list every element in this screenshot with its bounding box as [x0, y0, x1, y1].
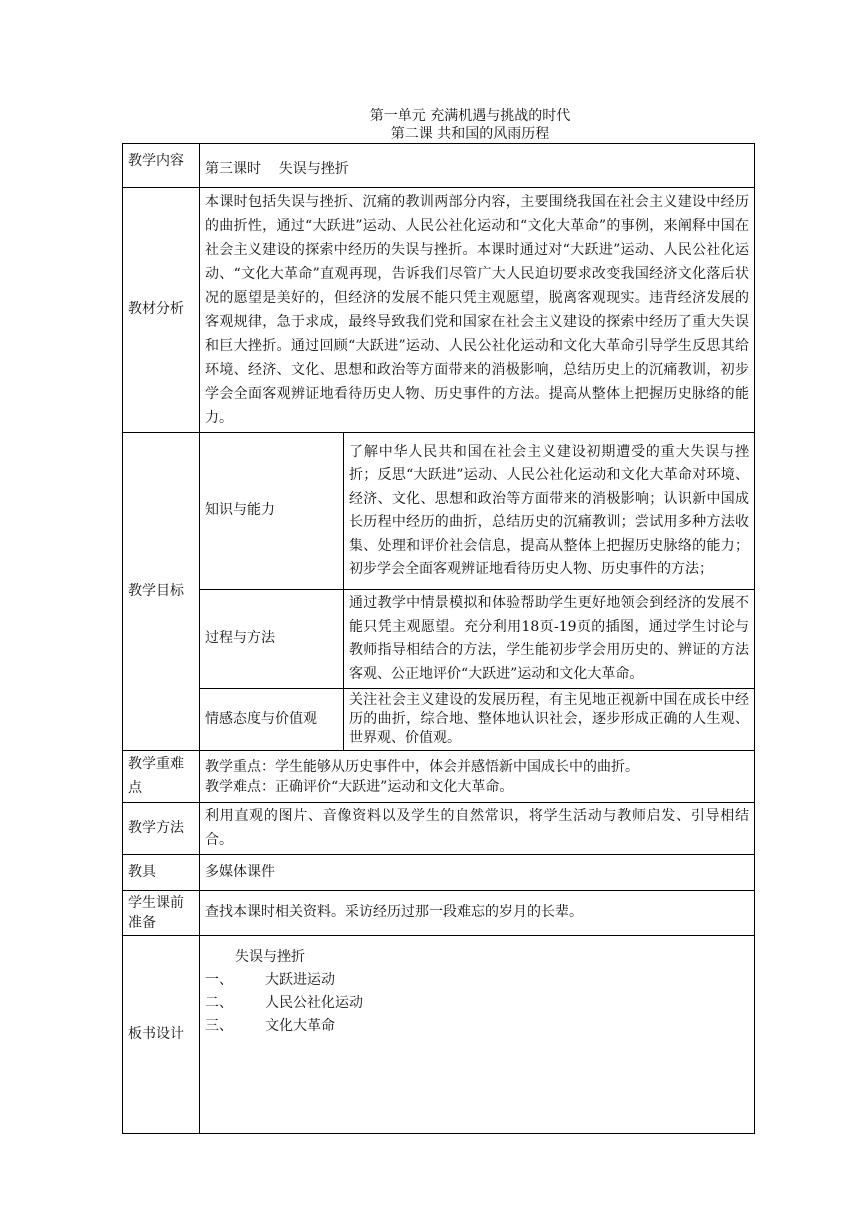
lesson-plan-table	[122, 143, 755, 1134]
label-prep: 学生课前准备	[123, 891, 200, 936]
board-item-text: 文化大革命	[265, 1018, 335, 1034]
label-key-points: 教学重难点	[123, 751, 200, 803]
document-header	[0, 107, 860, 143]
value-analysis: 本课时包括失误与挫折、沉痛的教训两部分内容，主要围绕我国在社会主义建设中经历的曲折性，通过“大跃进”运动、人民公社化运动和“文化大革命”的事例，来阐释中国在社会主义建设的探索中经历的失误与挫折。本课时通过对“大跃进”运动、人民公社化运动、“文化大革命”直观再现，告诉我们尽管广大人民迫切要求改变我国经济文化落后状况的愿望是美好的，但经济的发展不能只凭主观愿望，脱离客观现实。违背经济发展的客观规律，急于求成，最终导致我们党和国家在社会主义建设的探索中经历了重大失误和巨大挫折。通过回顾“大跃进”运动、人民公社化运动和文化大革命引导学生反思其给环境、经济、文化、思想和政治等方面带来的消极影响，总结历史上的沉痛教训，初步学会全面客观辨证地看待历史人物、历史事件的方法。提高从整体上把握历史脉络的能力。	[200, 188, 755, 433]
board-item	[205, 992, 749, 1015]
board-item-number: 二、	[205, 995, 233, 1011]
row-method	[123, 803, 755, 855]
row-prep	[123, 891, 755, 936]
board-heading: 失误与挫折	[235, 949, 305, 965]
label-analysis: 教材分析	[123, 188, 200, 433]
label-goals: 教学目标	[123, 433, 200, 751]
label-knowledge: 知识与能力	[200, 433, 344, 590]
row-goal-knowledge	[123, 433, 755, 590]
value-method: 利用直观的图片、音像资料以及学生的自然常识，将学生活动与教师启发、引导相结合。	[200, 803, 755, 855]
row-tools	[123, 855, 755, 891]
board-item	[205, 1015, 749, 1038]
label-process: 过程与方法	[200, 590, 344, 689]
label-content: 教学内容	[123, 144, 200, 188]
row-goal-emotion	[123, 689, 755, 751]
value-prep: 查找本课时相关资料。采访经历过那一段难忘的岁月的长辈。	[200, 891, 755, 936]
row-board	[123, 936, 755, 1134]
label-method: 教学方法	[123, 803, 200, 855]
teaching-difficulty: 教学难点：正确评价“大跃进”运动和文化大革命。	[205, 778, 514, 795]
board-design	[205, 938, 749, 1038]
row-goal-process	[123, 590, 755, 689]
value-emotion: 关注社会主义建设的发展历程，有主见地正视新中国在成长中经历的曲折，综合地、整体地认识社会，逐步形成正确的人生观、世界观、价值观。	[344, 689, 755, 751]
label-tools: 教具	[123, 855, 200, 891]
label-emotion: 情感态度与价值观	[200, 689, 344, 751]
board-item-text: 大跃进运动	[265, 972, 335, 988]
label-board: 板书设计	[123, 936, 200, 1134]
lesson-title: 第二课 共和国的风雨历程	[390, 126, 550, 142]
board-item-text: 人民公社化运动	[265, 995, 363, 1011]
row-key-points	[123, 751, 755, 803]
value-key-points	[200, 751, 755, 803]
value-content: 第三课时 失误与挫折	[200, 144, 755, 188]
value-tools: 多媒体课件	[200, 855, 755, 891]
board-item-number: 一、	[205, 972, 233, 988]
row-content	[123, 144, 755, 188]
teaching-focus: 教学重点：学生能够从历史事件中，体会并感悟新中国成长中的曲折。	[205, 758, 639, 775]
value-board	[200, 936, 755, 1134]
board-item	[205, 969, 749, 992]
value-process: 通过教学中情景模拟和体验帮助学生更好地领会到经济的发展不能只凭主观愿望。充分利用18页-19页的插图，通过学生讨论与教师指导相结合的方法，学生能初步学会用历史的、辨证的方法客观、公正地评价“大跃进”运动和文化大革命。	[344, 590, 755, 689]
row-analysis	[123, 188, 755, 433]
board-item-number: 三、	[205, 1018, 233, 1034]
unit-title: 第一单元 充满机遇与挑战的时代	[369, 108, 571, 124]
value-knowledge: 了解中华人民共和国在社会主义建设初期遭受的重大失误与挫折；反思“大跃进”运动、人民公社化运动和文化大革命对环境、经济、文化、思想和政治等方面带来的消极影响；认识新中国成长历程中经历的曲折，总结历史的沉痛教训；尝试用多种方法收集、处理和评价社会信息，提高从整体上把握历史脉络的能力；初步学会全面客观辨证地看待历史人物、历史事件的方法；	[344, 433, 755, 590]
